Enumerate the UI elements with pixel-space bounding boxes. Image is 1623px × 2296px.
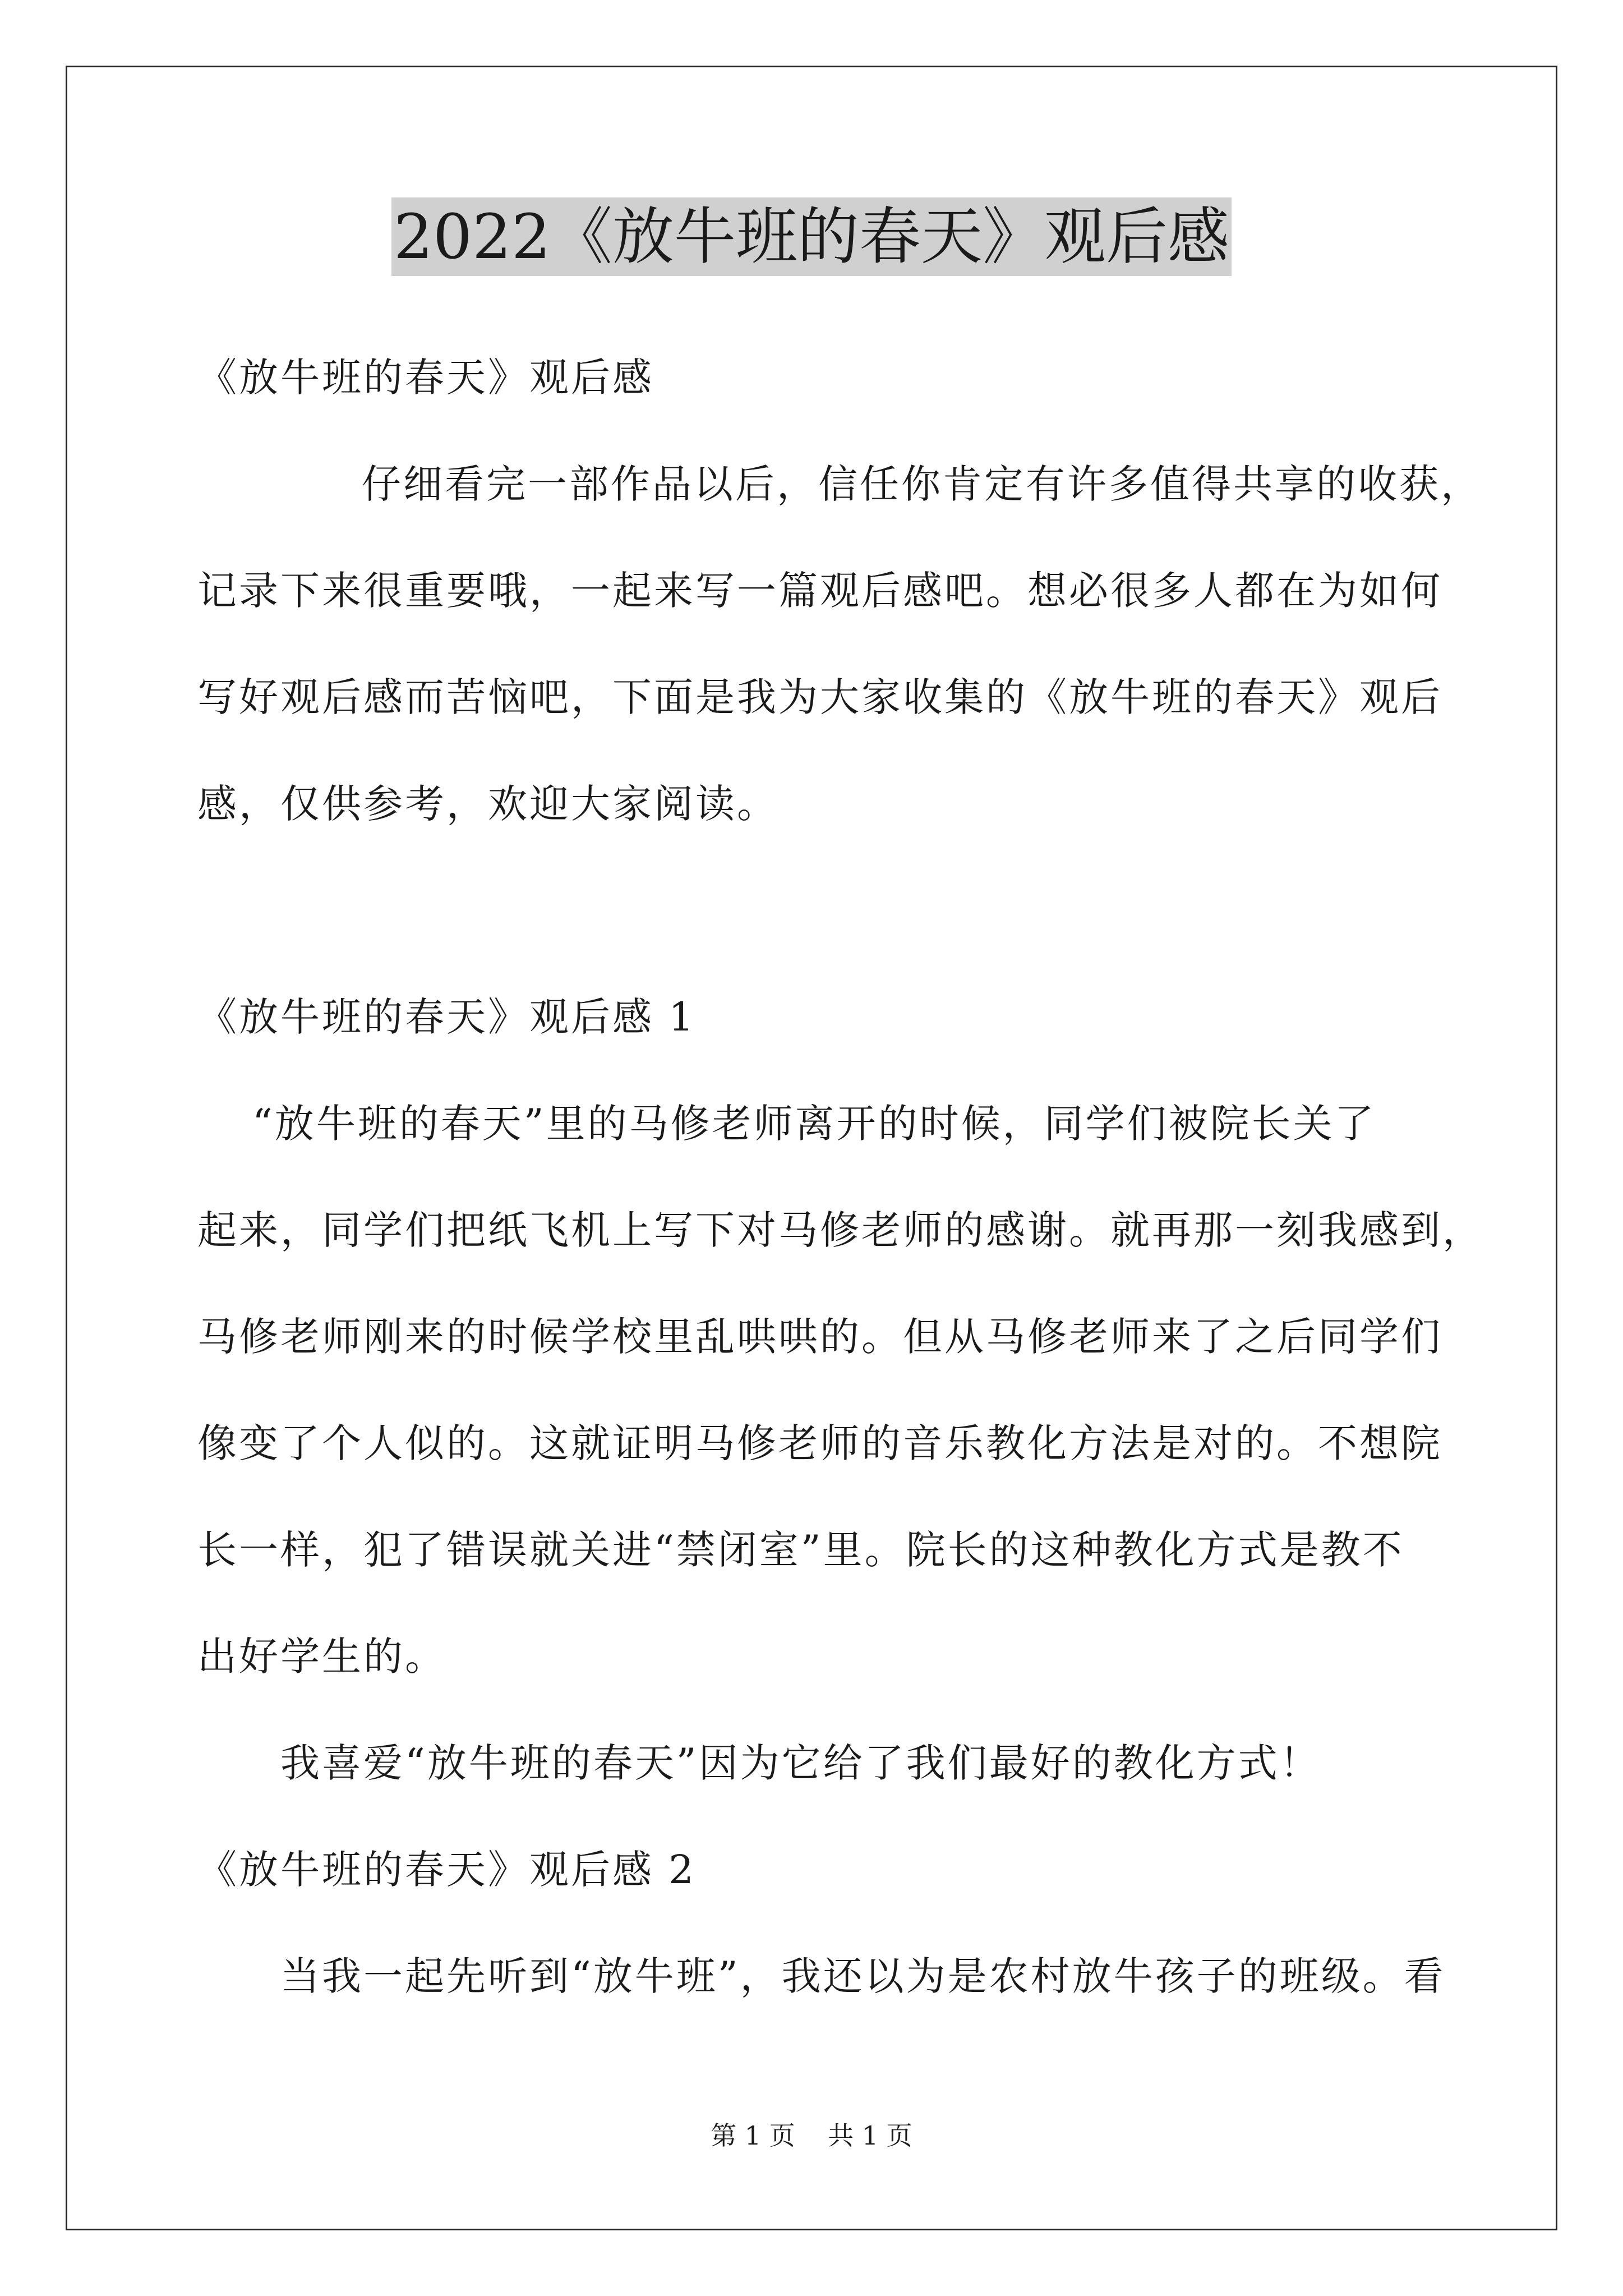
- paragraph-line: 出好学生的。: [197, 1634, 446, 1680]
- section-heading-2: 《放牛班的春天》观后感 2: [197, 1847, 696, 1893]
- paragraph-line: 记录下来很重要哦，一起来写一篇观后感吧。想必很多人都在为如何: [197, 568, 1442, 614]
- title-container: [0, 197, 1623, 276]
- paragraph-line: 像变了个人似的。这就证明马修老师的音乐教化方法是对的。不想院: [197, 1420, 1442, 1466]
- paragraph-line: 起来，同学们把纸飞机上写下对马修老师的感谢。就再那一刻我感到，: [197, 1207, 1484, 1253]
- paragraph-line: 仔细看完一部作品以后，信任你肯定有许多值得共享的收获，: [362, 461, 1482, 507]
- paragraph-line: 写好观后感而苦恼吧，下面是我为大家收集的《放牛班的春天》观后: [197, 674, 1442, 720]
- paragraph-line: 长一样，犯了错误就关进“禁闭室”里。院长的这种教化方式是教不: [197, 1527, 1404, 1573]
- section-heading-1: 《放牛班的春天》观后感 1: [197, 994, 696, 1040]
- paragraph-line: “放牛班的春天”里的马修老师离开的时候，同学们被院长关了: [252, 1101, 1376, 1147]
- page-footer: 第 1 页 共 1 页: [711, 2120, 912, 2151]
- section-heading-intro: 《放牛班的春天》观后感: [197, 355, 654, 401]
- paragraph-line: 马修老师刚来的时候学校里乱哄哄的。但从马修老师来了之后同学们: [197, 1314, 1442, 1360]
- document-title: 2022《放牛班的春天》观后感: [391, 197, 1232, 276]
- paragraph-line: 感，仅供参考，欢迎大家阅读。: [197, 781, 778, 827]
- paragraph-line: 当我一起先听到“放牛班”，我还以为是农村放牛孩子的班级。看: [280, 1953, 1446, 1999]
- paragraph-line: 我喜爱“放牛班的春天”因为它给了我们最好的教化方式！: [280, 1740, 1321, 1786]
